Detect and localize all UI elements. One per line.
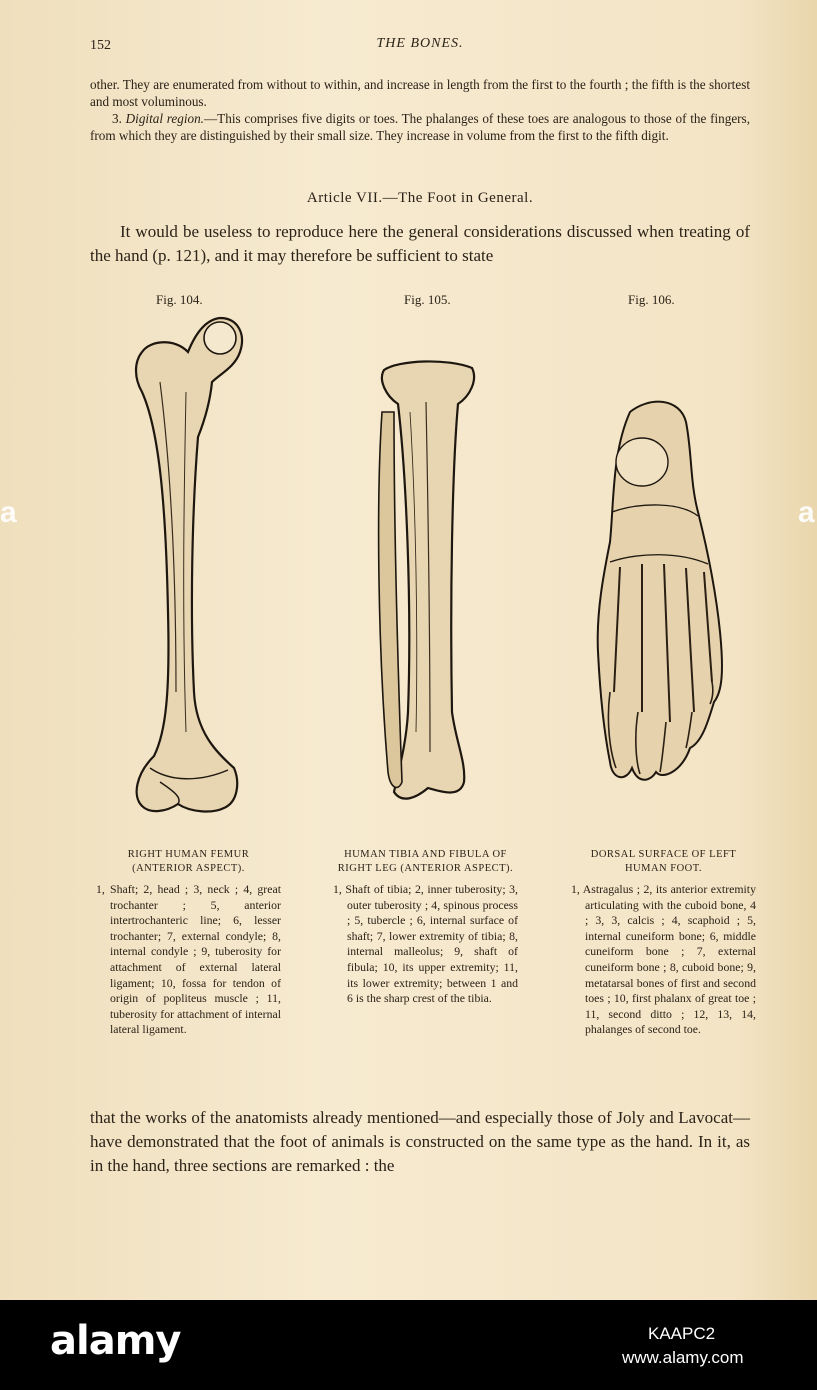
brand-logo: alamy [50,1318,181,1364]
intro-paragraph-2 [90,110,750,144]
femur-illustration [120,312,255,837]
tibia-fibula-illustration [368,352,483,807]
intro-text [90,76,750,144]
fig-104-title: RIGHT HUMAN FEMUR (ANTERIOR ASPECT). [127,849,250,874]
site-url: www.alamy.com [622,1348,744,1367]
fig-106-description: 1, Astragalus ; 2, its anterior extremity articulating with the cuboid bone, 4 ; 3, 3, calcis ; 4, scaphoid ; 5, internal cuneiform bone; 6, middle cuneiform bone ; 7, external cuneiform bone ; 8, cuboid bone; 9, metatarsal bones of first and second toes ; 10, first phalanx of great toe ; 11, second ditto ; 12, 13, 14, phalanges of second toe. [571,882,756,1037]
page-number: 152 [90,38,111,53]
fig-105-label: Fig. 105. [404,292,451,307]
watermark-mark-left: a [0,496,17,529]
fig-104-caption [96,848,281,1038]
fig-104-label: Fig. 104. [156,292,203,307]
watermark-mark-right: a [798,496,815,529]
fig-106-caption [571,848,756,1038]
article-paragraph-1: It would be useless to reproduce here the general considerations discussed when treating of the hand (p. 121), and it may therefore be sufficient to state [90,222,750,265]
article-heading: Article VII.—The Foot in General. [306,190,534,206]
image-id: KAAPC2 [648,1324,716,1343]
region-name: Digital region. [125,111,204,126]
article-paragraph-2: that the works of the anatomists already mentioned—and especially those of Joly and Lavocat—have demonstrated that the foot of animals is constructed on the same type as the hand. In it, as in the hand, three sections are remarked : the [90,1108,750,1175]
running-title: THE BONES. [376,36,464,51]
intro-paragraph-1: other. They are enumerated from without to within, and increase in length from the first to the fourth ; the fifth is the shortest and most voluminous. [90,77,750,109]
region-number: 3. [112,111,122,126]
fig-106-title: DORSAL SURFACE OF LEFT HUMAN FOOT. [590,849,737,874]
fig-105-title: HUMAN TIBIA AND FIBULA OF RIGHT LEG (ANTERIOR ASPECT). [337,849,514,874]
region-text: —This comprises five digits or toes. The phalanges of these toes are analogous to those of the fingers, from which they are distinguished by their small size. They increase in volume from the first to the fifth digit. [90,111,750,143]
fig-104-description: 1, Shaft; 2, head ; 3, neck ; 4, great trochanter ; 5, anterior intertrochanteric line; 6, lesser trochanter; 7, external condyle; 8, internal condyle ; 9, tuberosity for attachment of external lateral ligament; 10, fossa for tendon of origin of popliteus muscle ; 11, tuberosity for attachment of internal lateral ligament. [96,882,281,1037]
foot-illustration [590,392,730,787]
fig-105-description: 1, Shaft of tibia; 2, inner tuberosity; 3, outer tuberosity ; 4, spinous process ; 5, tubercle ; 6, internal surface of shaft; 7, lower extremity of tibia; 8, internal malleolus; 9, shaft of fibula; 10, its upper extremity; 11, its lower extremity; between 1 and 6 is the sharp crest of the tibia. [333,882,518,1006]
fig-106-label: Fig. 106. [628,292,675,307]
fig-105-caption [333,848,518,1007]
running-header [90,36,750,58]
stock-footer-bar [0,1300,817,1390]
